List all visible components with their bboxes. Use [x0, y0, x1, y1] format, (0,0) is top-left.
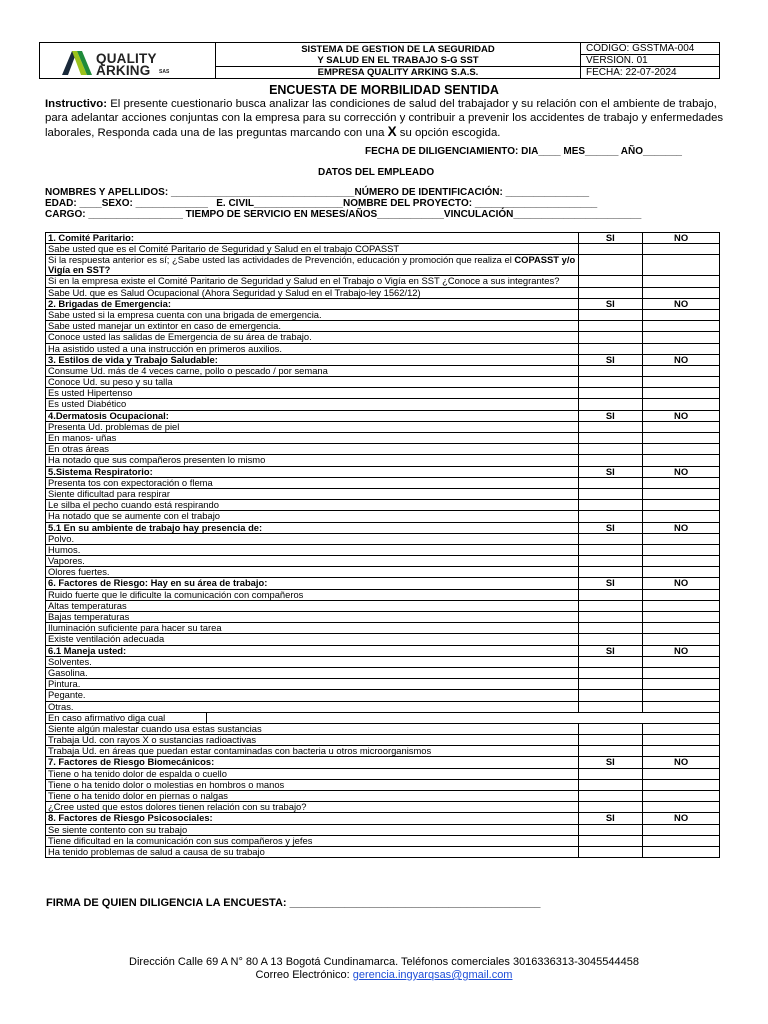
si-header: SI: [578, 298, 643, 309]
question-row: [46, 276, 720, 287]
answer-no-cell[interactable]: [643, 656, 720, 667]
firma-line[interactable]: FIRMA DE QUIEN DILIGENCIA LA ENCUESTA: _________________________________________: [46, 897, 541, 909]
question-cell: [46, 244, 579, 255]
system-line-1: SISTEMA DE GESTION DE LA SEGURIDAD: [301, 43, 495, 55]
question-cell: [46, 255, 579, 276]
question-text: Vapores.: [48, 555, 85, 567]
question-cell: [46, 791, 579, 802]
si-header: SI: [578, 466, 643, 477]
si-header: SI: [578, 410, 643, 421]
answer-si-cell[interactable]: [578, 244, 643, 255]
question-row: [46, 567, 720, 578]
question-text: Sabe usted que es el Comité Paritario de Seguridad y Salud en el trabajo COPASST: [48, 243, 400, 255]
question-row: [46, 589, 720, 600]
answer-si-cell[interactable]: [578, 399, 643, 410]
question-cell: [46, 623, 579, 634]
question-row: [46, 667, 720, 678]
answer-si-cell[interactable]: [578, 835, 643, 846]
instructions-label: Instructivo:: [45, 98, 108, 110]
answer-si-cell[interactable]: [578, 600, 643, 611]
answer-si-cell[interactable]: [578, 846, 643, 857]
footer-address: Dirección Calle 69 A N° 80 A 13 Bogotá Cundinamarca. Teléfonos comerciales 3016336313-3045544458: [129, 956, 639, 968]
section-title: 5.1 En su ambiente de trabajo hay presencia de:: [46, 522, 579, 533]
question-text: Ha notado que sus compañeros presenten lo mismo: [48, 454, 266, 466]
question-text: Si en la empresa existe el Comité Paritario de Seguridad y Salud en el Trabajo o Vigía en SST ¿Conoce a sus integrantes?: [48, 275, 560, 287]
section-header-row: [46, 578, 720, 589]
answer-no-cell[interactable]: [643, 556, 720, 567]
question-row: [46, 723, 720, 734]
fecha-diligenciamiento[interactable]: FECHA DE DILIGENCIAMIENTO: DIA____ MES______ AÑO_______: [365, 146, 682, 157]
question-row: [46, 802, 720, 813]
si-header: SI: [578, 757, 643, 768]
answer-si-cell[interactable]: [578, 433, 643, 444]
answer-si-cell[interactable]: [578, 779, 643, 790]
question-cell: [46, 332, 579, 343]
question-row: [46, 332, 720, 343]
question-text: Tiene o ha tenido dolor o molestias en hombros o manos: [48, 779, 285, 790]
section-title: 2. Brigadas de Emergencia:: [46, 298, 579, 309]
question-cell: [46, 846, 579, 857]
answer-no-cell[interactable]: [643, 533, 720, 544]
question-text: Presenta tos con expectoración o flema: [48, 477, 213, 488]
answer-no-cell[interactable]: [643, 377, 720, 388]
answer-no-cell[interactable]: [643, 835, 720, 846]
answer-si-cell[interactable]: [578, 488, 643, 499]
answer-no-cell[interactable]: [643, 701, 720, 712]
question-cell: [46, 701, 579, 712]
question-text: Consume Ud. más de 4 veces carne, pollo o pescado / por semana: [48, 365, 328, 376]
answer-si-cell[interactable]: [578, 824, 643, 835]
si-header: SI: [578, 645, 643, 656]
answer-si-cell[interactable]: [578, 667, 643, 678]
section-title: 3. Estilos de vida y Trabajo Saludable:: [46, 354, 579, 365]
logo-text-arking: ARKING: [96, 63, 151, 78]
section-header-row: [46, 645, 720, 656]
question-cell: [46, 444, 579, 455]
question-row: [46, 835, 720, 846]
answer-no-cell[interactable]: [643, 612, 720, 623]
answer-si-cell[interactable]: [578, 287, 643, 298]
question-cell: [46, 500, 579, 511]
answer-no-cell[interactable]: [643, 511, 720, 522]
si-header: SI: [578, 522, 643, 533]
specify-row: [46, 712, 720, 723]
question-text: Pintura.: [48, 678, 81, 690]
question-row: [46, 544, 720, 555]
question-cell: [46, 399, 579, 410]
answer-si-cell[interactable]: [578, 723, 643, 734]
question-text: Iluminación suficiente para hacer su tarea: [48, 622, 222, 634]
section-header-row: [46, 410, 720, 421]
question-text: Otras.: [48, 701, 74, 712]
question-row: [46, 556, 720, 567]
section-title: 6. Factores de Riesgo: Hay en su área de trabajo:: [46, 578, 579, 589]
answer-si-cell[interactable]: [578, 690, 643, 701]
answer-no-cell[interactable]: [643, 768, 720, 779]
question-row: [46, 634, 720, 645]
answer-si-cell[interactable]: [578, 791, 643, 802]
question-cell: [46, 667, 579, 678]
question-text: Gasolina.: [48, 667, 88, 678]
question-text: Bajas temperaturas: [48, 611, 130, 622]
answer-si-cell[interactable]: [578, 500, 643, 511]
question-text: En otras áreas: [48, 443, 109, 455]
answer-si-cell[interactable]: [578, 377, 643, 388]
answer-no-cell[interactable]: [643, 332, 720, 343]
si-header: SI: [578, 233, 643, 244]
answer-no-cell[interactable]: [643, 600, 720, 611]
question-text: Tiene o ha tenido dolor en piernas o nalgas: [48, 790, 228, 801]
question-cell: [46, 511, 579, 522]
answer-si-cell[interactable]: [578, 276, 643, 287]
question-text: Siente dificultad para respirar: [48, 488, 170, 499]
logo-text-sas: SAS: [159, 69, 170, 75]
question-row: [46, 768, 720, 779]
question-text: Ha tenido problemas de salud a causa de su trabajo: [48, 846, 265, 857]
question-text: Polvo.: [48, 533, 75, 544]
question-text: Tiene o ha tenido dolor de espalda o cuello: [48, 768, 227, 779]
question-text: Solventes.: [48, 656, 92, 667]
no-header: NO: [643, 466, 720, 477]
answer-si-cell[interactable]: [578, 421, 643, 432]
question-text: Sabe usted manejar un extintor en caso de emergencia.: [48, 320, 281, 332]
no-header: NO: [643, 410, 720, 421]
question-row: [46, 612, 720, 623]
no-header: NO: [643, 354, 720, 365]
question-cell: [46, 556, 579, 567]
question-row: [46, 701, 720, 712]
question-row: [46, 255, 720, 276]
question-text: Tiene dificultad en la comunicación con sus compañeros y jefes: [48, 835, 313, 846]
answer-no-cell[interactable]: [643, 365, 720, 376]
section-title: 8. Factores de Riesgo Psicosociales:: [46, 813, 579, 824]
answer-no-cell[interactable]: [643, 690, 720, 701]
answer-no-cell[interactable]: [643, 779, 720, 790]
question-cell: [46, 835, 579, 846]
answer-si-cell[interactable]: [578, 533, 643, 544]
answer-no-cell[interactable]: [643, 244, 720, 255]
answer-no-cell[interactable]: [643, 723, 720, 734]
question-text: Altas temperaturas: [48, 600, 127, 611]
question-cell: [46, 589, 579, 600]
survey-title: ENCUESTA DE MORBILIDAD SENTIDA: [269, 83, 499, 97]
answer-no-cell[interactable]: [643, 589, 720, 600]
question-cell: [46, 433, 579, 444]
question-row: [46, 321, 720, 332]
question-text: Trabaja Ud. con rayos X o sustancias radioactivas: [48, 734, 257, 746]
answer-no-cell[interactable]: [643, 388, 720, 399]
question-row: [46, 399, 720, 410]
answer-si-cell[interactable]: [578, 511, 643, 522]
answer-si-cell[interactable]: [578, 556, 643, 567]
question-cell: [46, 533, 579, 544]
answer-no-cell[interactable]: [643, 544, 720, 555]
answer-no-cell[interactable]: [643, 623, 720, 634]
question-text: Se siente contento con su trabajo: [48, 824, 188, 835]
answer-no-cell[interactable]: [643, 309, 720, 320]
answer-si-cell[interactable]: [578, 321, 643, 332]
no-header: NO: [643, 757, 720, 768]
question-text: Le silba el pecho cuando está respirando: [48, 499, 219, 511]
answer-si-cell[interactable]: [578, 634, 643, 645]
question-cell: [46, 723, 579, 734]
answer-no-cell[interactable]: [643, 802, 720, 813]
question-row: [46, 244, 720, 255]
question-text: Conoce usted las salidas de Emergencia de su área de trabajo.: [48, 331, 312, 343]
answer-no-cell[interactable]: [643, 287, 720, 298]
answer-no-cell[interactable]: [643, 444, 720, 455]
specify-label-text: En caso afirmativo diga cual: [46, 713, 207, 723]
question-cell: [46, 600, 579, 611]
section-header-row: [46, 757, 720, 768]
section-title: 4.Dermatosis Ocupacional:: [46, 410, 579, 421]
question-row: [46, 477, 720, 488]
question-row: [46, 600, 720, 611]
answer-no-cell[interactable]: [643, 421, 720, 432]
question-row: [46, 679, 720, 690]
question-text: Conoce Ud. su peso y su talla: [48, 376, 173, 388]
answer-no-cell[interactable]: [643, 399, 720, 410]
question-row: [46, 846, 720, 857]
answer-si-cell[interactable]: [578, 656, 643, 667]
question-text: Es usted Diabético: [48, 398, 127, 410]
code-cell: CÓDIGO: GSSTMA-004: [581, 43, 720, 55]
question-row: [46, 365, 720, 376]
question-row: [46, 488, 720, 499]
question-text: Pegante.: [48, 689, 86, 701]
answer-si-cell[interactable]: [578, 309, 643, 320]
survey-table: [45, 232, 720, 858]
question-row: [46, 455, 720, 466]
question-cell: [46, 276, 579, 287]
question-cell: [46, 477, 579, 488]
instructions-x: X: [387, 124, 397, 140]
answer-si-cell[interactable]: [578, 623, 643, 634]
footer-email-label: Correo Electrónico:: [255, 969, 353, 981]
answer-no-cell[interactable]: [643, 455, 720, 466]
question-cell: [46, 544, 579, 555]
answer-no-cell[interactable]: [643, 846, 720, 857]
question-row: [46, 388, 720, 399]
answer-si-cell[interactable]: [578, 589, 643, 600]
answer-si-cell[interactable]: [578, 365, 643, 376]
question-cell: [46, 287, 579, 298]
question-cell: [46, 365, 579, 376]
company-cell: EMPRESA QUALITY ARKING S.A.S.: [216, 67, 581, 79]
question-cell: [46, 679, 579, 690]
no-header: NO: [643, 578, 720, 589]
answer-si-cell[interactable]: [578, 679, 643, 690]
si-header: SI: [578, 813, 643, 824]
question-row: [46, 735, 720, 746]
no-header: NO: [643, 233, 720, 244]
question-cell: [46, 455, 579, 466]
answer-no-cell[interactable]: [643, 667, 720, 678]
answer-no-cell[interactable]: [643, 824, 720, 835]
question-bold-text: COPASST y/o Vigía en SST?: [48, 254, 576, 276]
question-text: Existe ventilación adecuada: [48, 633, 165, 645]
footer-email-link[interactable]: gerencia.ingyarqsas@gmail.com: [352, 969, 513, 981]
section-title: 5.Sistema Respiratorio:: [46, 466, 579, 477]
answer-si-cell[interactable]: [578, 444, 643, 455]
answer-no-cell[interactable]: [643, 477, 720, 488]
question-cell: [46, 488, 579, 499]
question-row: [46, 746, 720, 757]
answer-si-cell[interactable]: [578, 255, 643, 276]
answer-no-cell[interactable]: [643, 746, 720, 757]
answer-si-cell[interactable]: [578, 544, 643, 555]
answer-no-cell[interactable]: [643, 634, 720, 645]
question-text: En manos- uñas: [48, 432, 117, 443]
instructions-text: El presente cuestionario busca analizar las condiciones de salud del trabajador y su relación con el ambiente de trabajo, para adelantar acciones conjuntas con la empresa para su corrección y contribuir a prevenir los accidentes de trabajo y enfermedades laborales, Responda cada una de las preguntas marcando con una: [45, 98, 724, 140]
question-row: [46, 791, 720, 802]
question-cell: [46, 321, 579, 332]
question-row: [46, 623, 720, 634]
answer-si-cell[interactable]: [578, 388, 643, 399]
question-cell: [46, 802, 579, 813]
question-text: Presenta Ud. problemas de piel: [48, 421, 180, 432]
question-cell: [46, 634, 579, 645]
answer-no-cell[interactable]: [643, 433, 720, 444]
question-row: [46, 343, 720, 354]
question-text: Es usted Hipertenso: [48, 387, 133, 399]
answer-no-cell[interactable]: [643, 255, 720, 276]
field-line-cargo[interactable]: CARGO: _________________ TIEMPO DE SERVICIO EN MESES/AÑOS____________VINCULACIÓN_______________________: [45, 209, 642, 220]
question-text: Sabe usted si la empresa cuenta con una brigada de emergencia.: [48, 309, 322, 320]
question-cell: [46, 768, 579, 779]
question-text: Ha asistido usted a una instrucción en primeros auxilios.: [48, 343, 282, 354]
no-header: NO: [643, 298, 720, 309]
question-row: [46, 779, 720, 790]
logo-text-quality: QUALITY: [96, 51, 157, 66]
version-cell: VERSIÓN. 01: [581, 55, 720, 67]
answer-no-cell[interactable]: [643, 500, 720, 511]
question-row: [46, 690, 720, 701]
question-text: Trabaja Ud. en áreas que puedan estar contaminadas con bacteria u otros microorganismos: [48, 745, 432, 757]
field-line-edad[interactable]: EDAD: ____SEXO: _____________ E. CIVIL________________NOMBRE DEL PROYECTO: ______________________: [45, 198, 598, 209]
no-header: NO: [643, 522, 720, 533]
system-name-cell: [216, 43, 581, 67]
answer-si-cell[interactable]: [578, 735, 643, 746]
question-cell: [46, 779, 579, 790]
datos-empleado-title: DATOS DEL EMPLEADO: [318, 167, 435, 178]
question-row: [46, 533, 720, 544]
si-header: SI: [578, 354, 643, 365]
question-cell: [46, 377, 579, 388]
section-title: 7. Factores de Riesgo Biomecánicos:: [46, 757, 579, 768]
no-header: NO: [643, 645, 720, 656]
question-row: [46, 824, 720, 835]
section-header-row: [46, 813, 720, 824]
question-row: [46, 377, 720, 388]
no-header: NO: [643, 813, 720, 824]
answer-si-cell[interactable]: [578, 701, 643, 712]
answer-no-cell[interactable]: [643, 488, 720, 499]
instructions-text-end: su opción escogida.: [396, 127, 501, 140]
question-text: Sabe Ud. que es Salud Ocupacional (Ahora Seguridad y Salud en el Trabajo-ley 1562/12): [48, 287, 421, 298]
question-cell: [46, 388, 579, 399]
question-cell: [46, 746, 579, 757]
question-cell: [46, 735, 579, 746]
question-row: [46, 500, 720, 511]
date-cell: FECHA: 22-07-2024: [581, 67, 720, 79]
specify-label: [46, 712, 720, 723]
instructions: [45, 98, 725, 141]
answer-no-cell[interactable]: [643, 679, 720, 690]
answer-no-cell[interactable]: [643, 343, 720, 354]
question-row: [46, 433, 720, 444]
answer-si-cell[interactable]: [578, 768, 643, 779]
question-text: Olores fuertes.: [48, 566, 110, 578]
footer-email-line: [0, 969, 768, 981]
question-text: Humos.: [48, 544, 81, 555]
question-text: Siente algún malestar cuando usa estas sustancias: [48, 723, 262, 734]
answer-no-cell[interactable]: [643, 321, 720, 332]
question-cell: [46, 343, 579, 354]
question-row: [46, 421, 720, 432]
answer-no-cell[interactable]: [643, 791, 720, 802]
section-header-row: [46, 233, 720, 244]
company-logo: [60, 49, 210, 77]
question-text: Ha notado que se aumente con el trabajo: [48, 510, 220, 522]
section-header-row: [46, 522, 720, 533]
section-header-row: [46, 298, 720, 309]
answer-si-cell[interactable]: [578, 343, 643, 354]
logo-mark-icon: [60, 49, 94, 77]
answer-no-cell[interactable]: [643, 276, 720, 287]
section-header-row: [46, 354, 720, 365]
question-row: [46, 444, 720, 455]
answer-si-cell[interactable]: [578, 746, 643, 757]
document-header: [39, 42, 720, 79]
question-cell: [46, 612, 579, 623]
answer-si-cell[interactable]: [578, 477, 643, 488]
question-cell: [46, 824, 579, 835]
answer-si-cell[interactable]: [578, 567, 643, 578]
section-title: 6.1 Maneja usted:: [46, 645, 579, 656]
system-line-2: Y SALUD EN EL TRABAJO S-G SST: [317, 54, 479, 66]
question-cell: [46, 656, 579, 667]
question-row: [46, 287, 720, 298]
question-row: [46, 656, 720, 667]
answer-no-cell[interactable]: [643, 567, 720, 578]
si-header: SI: [578, 578, 643, 589]
field-line-nombres[interactable]: NOMBRES Y APELLIDOS: _________________________________NÚMERO DE IDENTIFICACIÓN: _______________: [45, 187, 590, 198]
answer-si-cell[interactable]: [578, 332, 643, 343]
question-row: [46, 309, 720, 320]
question-cell: [46, 421, 579, 432]
answer-si-cell[interactable]: [578, 802, 643, 813]
answer-no-cell[interactable]: [643, 735, 720, 746]
question-cell: [46, 309, 579, 320]
section-title: 1. Comité Paritario:: [46, 233, 579, 244]
answer-si-cell[interactable]: [578, 612, 643, 623]
question-text: ¿Cree usted que estos dolores tienen relación con su trabajo?: [48, 801, 307, 813]
logo-cell: [40, 43, 216, 79]
question-text: Si la respuesta anterior es sí; ¿Sabe usted las actividades de Prevención, educación y promoción que realiza el: [48, 254, 515, 266]
question-row: [46, 511, 720, 522]
question-cell: [46, 567, 579, 578]
question-cell: [46, 690, 579, 701]
answer-si-cell[interactable]: [578, 455, 643, 466]
section-header-row: [46, 466, 720, 477]
question-text: Ruido fuerte que le dificulte la comunicación con compañeros: [48, 589, 304, 600]
